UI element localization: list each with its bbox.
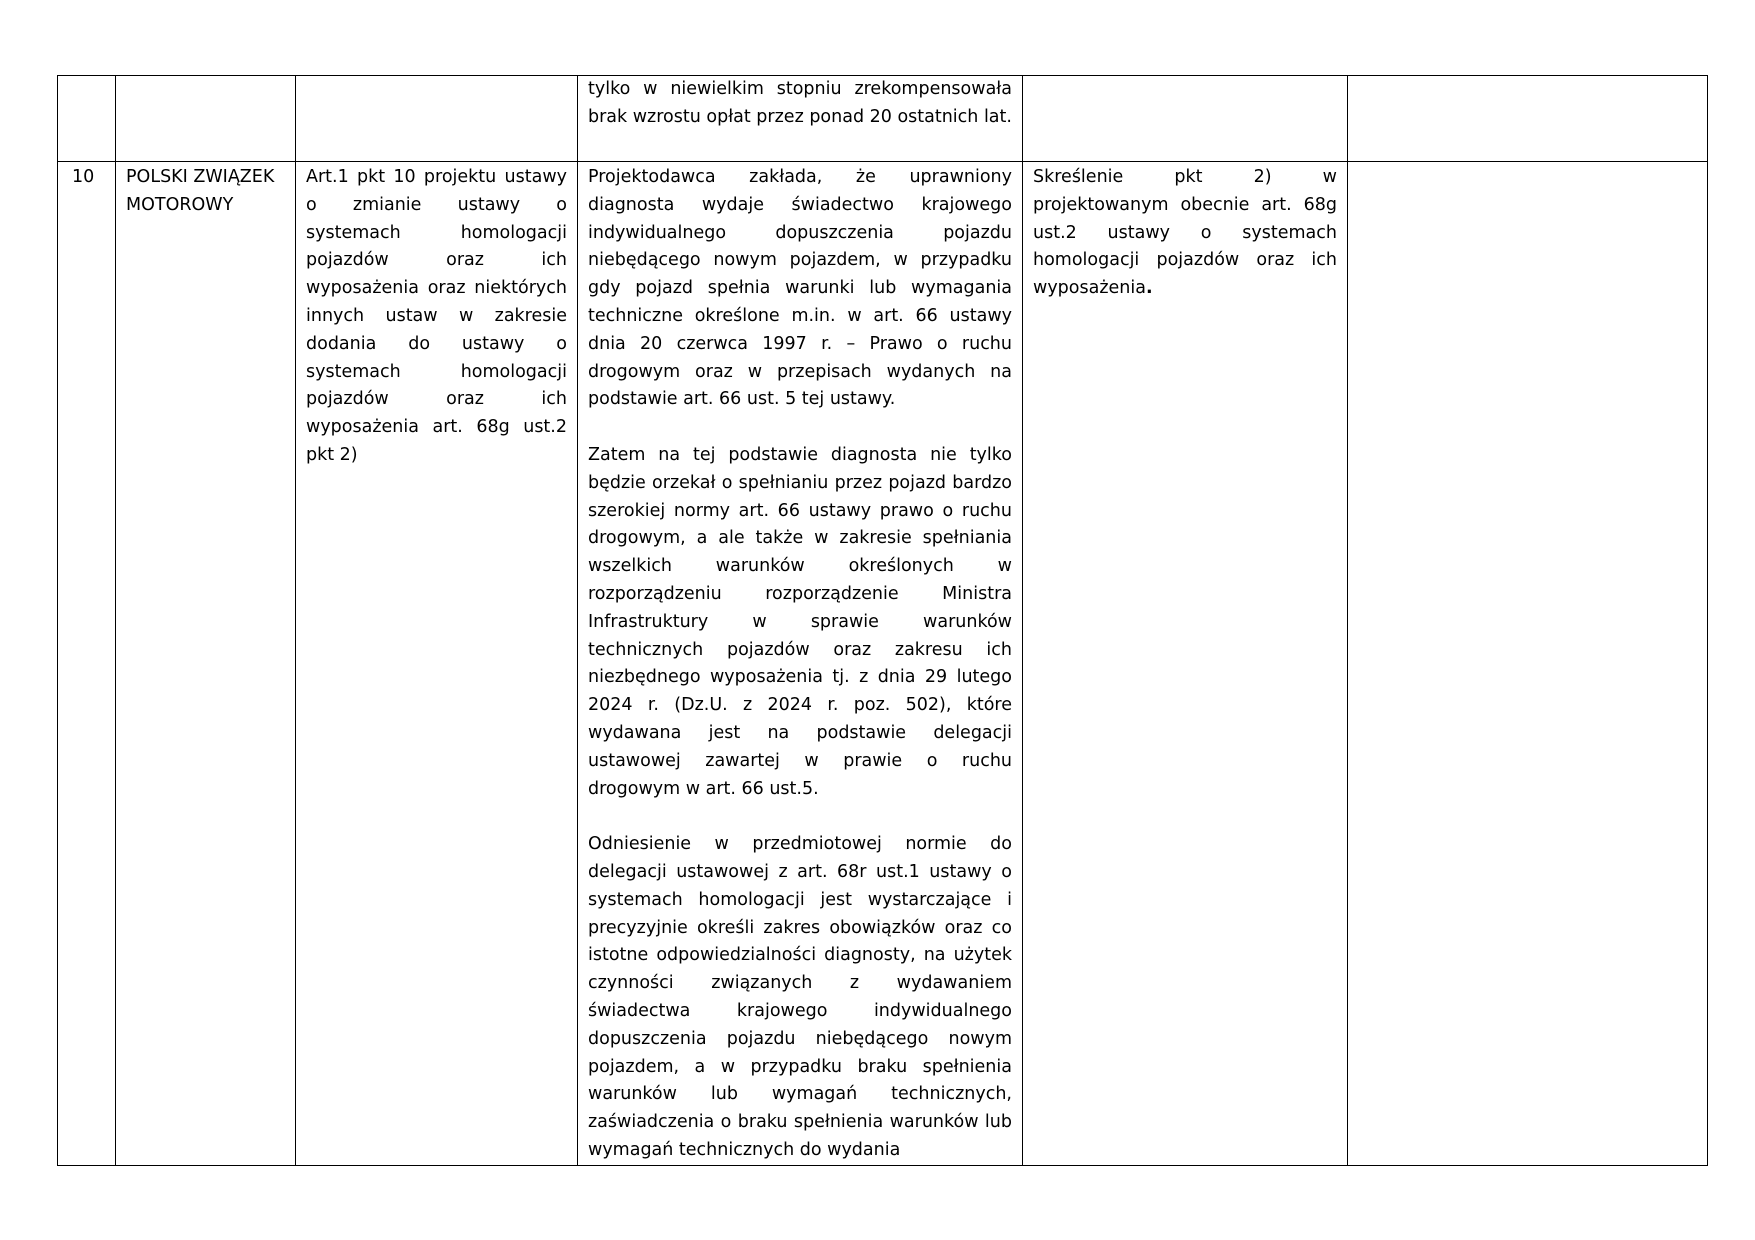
comments-table (57, 75, 1708, 1166)
organization-name: POLSKI ZWIĄZEK MOTOROWY (126, 167, 275, 215)
note-paragraph-2: Zatem na tej podstawie diagnosta nie tylko będzie orzekał o spełnianiu przez pojazd bardzo szerokiej normy art. 66 ustawy prawo o ruchu drogowym, a ale także w zakresie spełniania wszelkich warunków określonych w rozporządzeniu rozporządzenie Ministra Infrastruktury w sprawie warunków technicznych pojazdów oraz zakresu ich niezbędnego wyposażenia tj. z dnia 29 lutego 2024 r. (Dz.U. z 2024 r. poz. 502), które wydawana jest na podstawie delegacji ustawowej zawartej w prawie o ruchu drogowym w art. 66 ust.5. (588, 444, 1012, 799)
cell-article-empty (296, 76, 578, 162)
cell-proposal (1023, 162, 1348, 1166)
table-row (58, 76, 1708, 162)
cell-proposal-empty (1023, 76, 1348, 162)
cell-article (296, 162, 578, 1166)
proposal-end: . (1145, 278, 1153, 299)
cell-number (58, 162, 116, 1166)
document-page (57, 75, 1707, 1166)
cell-note (578, 162, 1023, 1166)
cell-response-empty (1348, 76, 1708, 162)
note-paragraph-3: Odniesienie w przedmiotowej normie do delegacji ustawowej z art. 68r ust.1 ustawy o systemach homologacji jest wystarczające i precyzyjnie określi zakres obowiązków oraz co istotne odpowiedzialności diagnosty, na użytek czynności związanych z wydawaniem świadectwa krajowego indywidualnego dopuszczenia pojazdu niebędącego nowym pojazdem, a w przypadku braku spełnienia warunków lub wymagań technicznych, zaświadczenia o braku spełnienia warunków lub wymagań technicznych do wydania (588, 834, 1012, 1160)
cell-note-continuation (578, 76, 1023, 162)
table-row (58, 162, 1708, 1166)
cell-number-empty (58, 76, 116, 162)
note-continuation-text: tylko w niewielkim stopniu zrekompensowała brak wzrostu opłat przez ponad 20 ostatnich lat. (588, 79, 1012, 127)
cell-organization-empty (116, 76, 296, 162)
article-reference: Art.1 pkt 10 projektu ustawy o zmianie ustawy o systemach homologacji pojazdów oraz ich wyposażenia oraz niektórych innych ustaw w zakresie dodania do ustawy o systemach homologacji pojazdów oraz ich wyposażenia art. 68g ust.2 pkt 2) (306, 167, 567, 465)
proposal-text (1033, 164, 1337, 303)
row-number: 10 (72, 167, 95, 187)
proposal-body: Skreślenie pkt 2) w projektowanym obecnie art. 68g ust.2 ustawy o systemach homologacji pojazdów oraz ich wyposażenia (1033, 167, 1337, 299)
cell-response (1348, 162, 1708, 1166)
note-paragraph-1: Projektodawca zakłada, że uprawniony diagnosta wydaje świadectwo krajowego indywidualnego dopuszczenia pojazdu niebędącego nowym pojazdem, w przypadku gdy pojazd spełnia warunki lub wymagania techniczne określone m.in. w art. 66 ustawy dnia 20 czerwca 1997 r. – Prawo o ruchu drogowym oraz w przepisach wydanych na podstawie art. 66 ust. 5 tej ustawy. (588, 167, 1012, 410)
cell-organization (116, 162, 296, 1166)
